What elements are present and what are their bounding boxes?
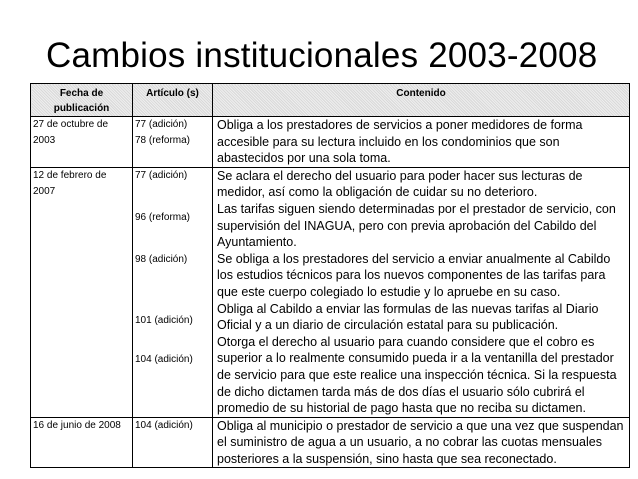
slide-title: Cambios institucionales 2003-2008 [46,36,598,75]
cell-articulos [133,417,213,468]
cell-fecha: 16 de junio de 2008 [31,417,133,468]
articulo-item: 98 (adición) [135,253,188,265]
contenido-paragraph: Obliga al Cabildo a enviar las formulas de las nuevas tarifas al Diario Oficial y a un diario de circulación estatal para su publicación. [217,301,599,333]
header-contenido: Contenido [213,84,630,117]
articulo-item: 77 (adición) [135,169,188,181]
contenido-paragraph: Se aclara el derecho del usuario para poder hacer sus lecturas de medidor, así como la obligación de cuidar su no deterioro. [217,168,583,200]
changes-table [30,83,630,468]
contenido-paragraph: Obliga a los prestadores de servicios a poner medidores de forma accesible para su lectura incluido en los condominios que son abastecidos por una sola toma. [217,118,583,166]
contenido-paragraph: Se obliga a los prestadores del servicio a enviar anualmente al Cabildo los estudios técnicos para los nuevos componentes de las tarifas para que este cuerpo colegiado lo estudie y lo apruebe en su caso. [217,251,611,299]
articulo-item: 104 (adición) [135,419,193,431]
table-row [31,117,630,168]
articulo-item: 101 (adición) [135,314,193,326]
contenido-paragraph: Obliga al municipio o prestador de servicio a que una vez que suspendan el suministro de agua a un usuario, a no cobrar las cuotas mensuales posteriores a la suspensión, sino hasta que sea reconectado. [217,418,624,466]
header-fecha: Fecha de publicación [31,84,133,117]
cell-articulos [133,117,213,168]
articulo-item: 96 (reforma) [135,211,191,223]
cell-articulos [133,167,213,417]
cell-fecha: 27 de octubre de 2003 [31,117,133,168]
articulo-item: 104 (adición) [135,353,193,365]
table-row [31,417,630,468]
cell-fecha: 12 de febrero de 2007 [31,167,133,417]
header-articulos: Artículo (s) [133,84,213,117]
articulo-item: 78 (reforma) [135,135,191,146]
table-row [31,167,630,417]
cell-contenido [213,117,630,168]
table-header-row [31,84,630,117]
contenido-paragraph: Las tarifas siguen siendo determinadas por el prestador de servicio, con supervisión del INAGUA, pero con previa aprobación del Cabildo del Ayuntamiento. [217,201,616,250]
contenido-paragraph: Otorga el derecho al usuario para cuando considere que el cobro es superior a lo realmente consumido pueda ir a la ventanilla del prestador de servicio para que este realice una inspección técnica. Si la respuesta de dicho dictamen tarda más de dos días el usuario sólo cubrirá el promedio de su historial de pago hasta que no reciba su dictamen. [217,334,617,416]
cell-contenido [213,167,630,417]
articulo-item: 77 (adición) [135,119,188,130]
cell-contenido [213,417,630,468]
